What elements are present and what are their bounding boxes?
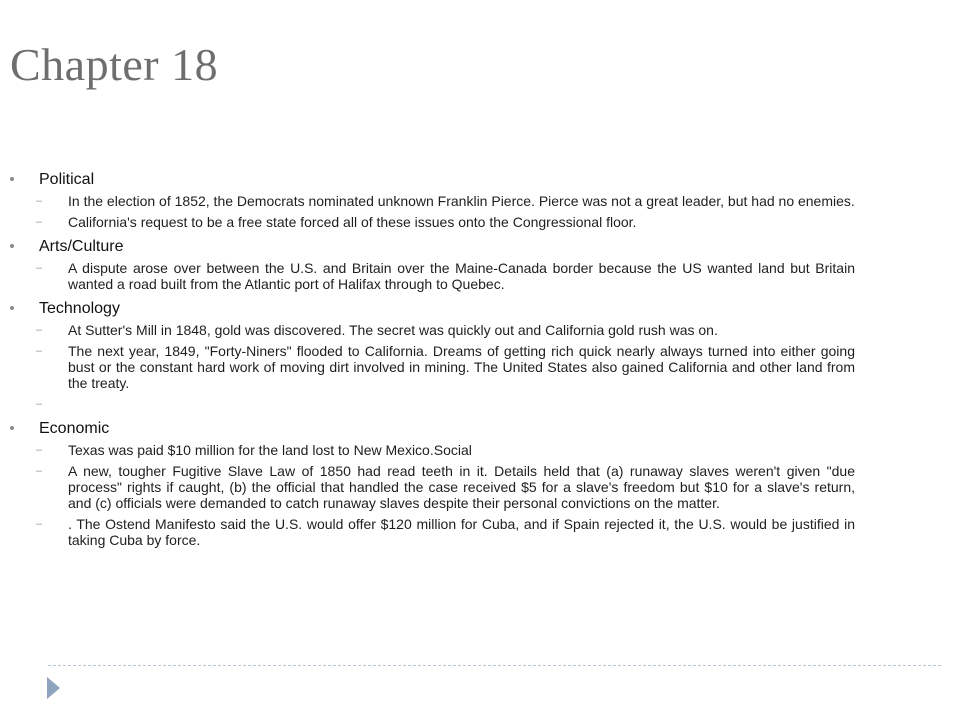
bullet-icon (10, 177, 14, 181)
section-heading (10, 299, 855, 319)
section-heading-text: Technology (39, 300, 120, 317)
bullet-icon (10, 244, 14, 248)
sub-list (10, 193, 855, 230)
list-item (10, 442, 855, 458)
sub-list (10, 260, 855, 292)
list-item (10, 260, 855, 292)
sub-list (10, 322, 855, 412)
dash-icon: – (36, 262, 43, 274)
bullet-icon (10, 426, 14, 430)
section-heading (10, 237, 855, 257)
list-item (10, 322, 855, 338)
list-item (10, 193, 855, 209)
slide-content (10, 170, 855, 555)
list-item-text: The next year, 1849, "Forty-Niners" flooded to California. Dreams of getting rich quick nearly always turned into either going bust or the constant hard work of moving dirt involved in mining. The United States also gained California and other land from the treaty. (68, 343, 855, 391)
list-item (10, 343, 855, 391)
dash-icon: – (36, 324, 43, 336)
list-item-text: . The Ostend Manifesto said the U.S. would offer $120 million for Cuba, and if Spain rejected it, the U.S. would be justified in taking Cuba by force. (68, 516, 855, 548)
list-item (10, 516, 855, 548)
list-item (10, 463, 855, 511)
section-arts-culture (10, 237, 855, 292)
list-item-text: California's request to be a free state forced all of these issues onto the Congressional floor. (68, 214, 637, 230)
dash-icon: – (36, 398, 43, 410)
section-political (10, 170, 855, 230)
list-item-text: At Sutter's Mill in 1848, gold was discovered. The secret was quickly out and California gold rush was on. (68, 322, 718, 338)
dash-icon: – (36, 195, 43, 207)
bullet-icon (10, 306, 14, 310)
footer-divider (48, 665, 941, 666)
section-heading-text: Political (39, 171, 95, 188)
dash-icon: – (36, 518, 43, 530)
dash-icon: – (36, 216, 43, 228)
list-item-text: A dispute arose over between the U.S. and Britain over the Maine-Canada border because the US wanted land but Britain wanted a road built from the Atlantic port of Halifax through to Quebec. (68, 260, 855, 292)
list-item-text: In the election of 1852, the Democrats nominated unknown Franklin Pierce. Pierce was not a great leader, but had no enemies. (68, 193, 855, 209)
sub-list (10, 442, 855, 548)
list-item-empty (10, 396, 855, 412)
section-heading (10, 170, 855, 190)
list-item-text: A new, tougher Fugitive Slave Law of 1850 had read teeth in it. Details held that (a) runaway slaves weren't given "due process" rights if caught, (b) the official that handled the case received $5 for a slave's freedom but $10 for a slave's return, and (c) officials were demanded to catch runaway slaves despite their personal convictions on the matter. (68, 463, 855, 511)
list-item (10, 214, 855, 230)
section-heading-text: Economic (39, 420, 110, 437)
list-item-text: Texas was paid $10 million for the land lost to New Mexico.Social (68, 442, 472, 458)
section-economic (10, 419, 855, 548)
dash-icon: – (36, 345, 43, 357)
dash-icon: – (36, 444, 43, 456)
section-heading-text: Arts/Culture (39, 238, 124, 255)
page-title: Chapter 18 (10, 39, 219, 90)
play-arrow-icon[interactable] (47, 677, 60, 699)
dash-icon: – (36, 465, 43, 477)
section-technology (10, 299, 855, 412)
section-heading (10, 419, 855, 439)
